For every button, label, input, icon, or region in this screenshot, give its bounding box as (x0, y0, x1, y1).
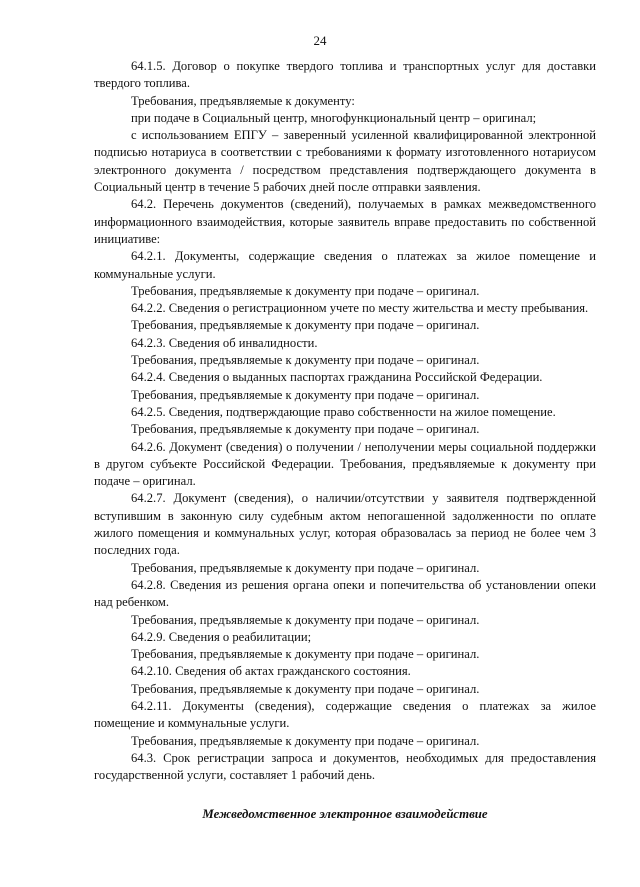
paragraph-64-2-11: 64.2.11. Документы (сведения), содержащие сведения о платежах за жилое помещение и коммунальные услуги. (94, 698, 596, 731)
paragraph-requirements-social-center: при подаче в Социальный центр, многофункциональный центр – оригинал; (131, 110, 537, 125)
paragraph-64-2: 64.2. Перечень документов (сведений), получаемых в рамках межведомственного информационного взаимодействия, которые заявитель вправе предоставить по собственной инициативе: (94, 197, 596, 246)
paragraph-requirement: Требования, предъявляемые к документу при подаче – оригинал. (131, 681, 480, 696)
paragraph-requirements-intro: Требования, предъявляемые к документу: (131, 93, 355, 108)
paragraph-requirement: Требования, предъявляемые к документу при подаче – оригинал. (131, 387, 480, 402)
paragraph-64-1-5: 64.1.5. Договор о покупке твердого топлива и транспортных услуг для доставки твердого топлива. (94, 59, 596, 91)
paragraph-64-3: 64.3. Срок регистрации запроса и документов, необходимых для предоставления государственной услуги, составляет 1 рабочий день. (94, 750, 596, 783)
paragraph-requirement: Требования, предъявляемые к документу при подаче – оригинал. (131, 560, 480, 575)
paragraph-64-2-8: 64.2.8. Сведения из решения органа опеки и попечительства об установлении опеки над ребенком. (94, 577, 596, 610)
paragraph-64-2-3: 64.2.3. Сведения об инвалидности. (131, 335, 318, 350)
paragraph-64-2-9: 64.2.9. Сведения о реабилитации; (131, 629, 312, 644)
paragraph-requirement: Требования, предъявляемые к документу при подаче – оригинал. (131, 422, 480, 437)
paragraph-64-2-7: 64.2.7. Документ (сведения), о наличии/отсутствии у заявителя подтвержденной вступившим в законную силу судебным актом непогашенной задолженности по оплате жилого помещения и коммунальных услуг, которая образовалась за период не более чем 3 последних года. (94, 491, 596, 558)
paragraph-requirement: Требования, предъявляемые к документу при подаче – оригинал. (131, 283, 480, 298)
paragraph-requirement: Требования, предъявляемые к документу при подаче – оригинал. (131, 647, 480, 662)
paragraph-64-2-1: 64.2.1. Документы, содержащие сведения о платежах за жилое помещение и коммунальные услуги. (94, 249, 596, 281)
paragraph-requirement: Требования, предъявляемые к документу при подаче – оригинал. (131, 612, 480, 627)
paragraph-64-2-5: 64.2.5. Сведения, подтверждающие право собственности на жилое помещение. (131, 404, 556, 419)
paragraph-requirements-epgu: с использованием ЕПГУ – заверенный усиленной квалифицированной электронной подписью нотариуса в соответствии с требованиями к формату изготовленного нотариусом электронного документа / посредством представления подтверждающего документа в Социальный центр в течение 5 рабочих дней после отправки заявления. (94, 128, 596, 195)
paragraph-64-2-10: 64.2.10. Сведения об актах гражданского состояния. (131, 664, 411, 679)
paragraph-requirement: Требования, предъявляемые к документу при подаче – оригинал. (131, 353, 480, 368)
page-number: 24 (313, 33, 327, 48)
paragraph-64-2-6: 64.2.6. Документ (сведения) о получении / неполучении меры социальной поддержки в другом субъекте Российской Федерации. Требования, предъявляемые к документу при подаче – оригинал. (94, 439, 596, 489)
paragraph-64-2-4: 64.2.4. Сведения о выданных паспортах гражданина Российской Федерации. (131, 370, 543, 385)
paragraph-requirement: Требования, предъявляемые к документу при подаче – оригинал. (131, 733, 480, 748)
document-body (94, 58, 596, 824)
paragraph-requirement: Требования, предъявляемые к документу при подаче – оригинал. (131, 318, 480, 333)
paragraph-64-2-2: 64.2.2. Сведения о регистрационном учете по месту жительства и месту пребывания. (131, 301, 589, 316)
section-heading: Межведомственное электронное взаимодействие (202, 807, 488, 822)
